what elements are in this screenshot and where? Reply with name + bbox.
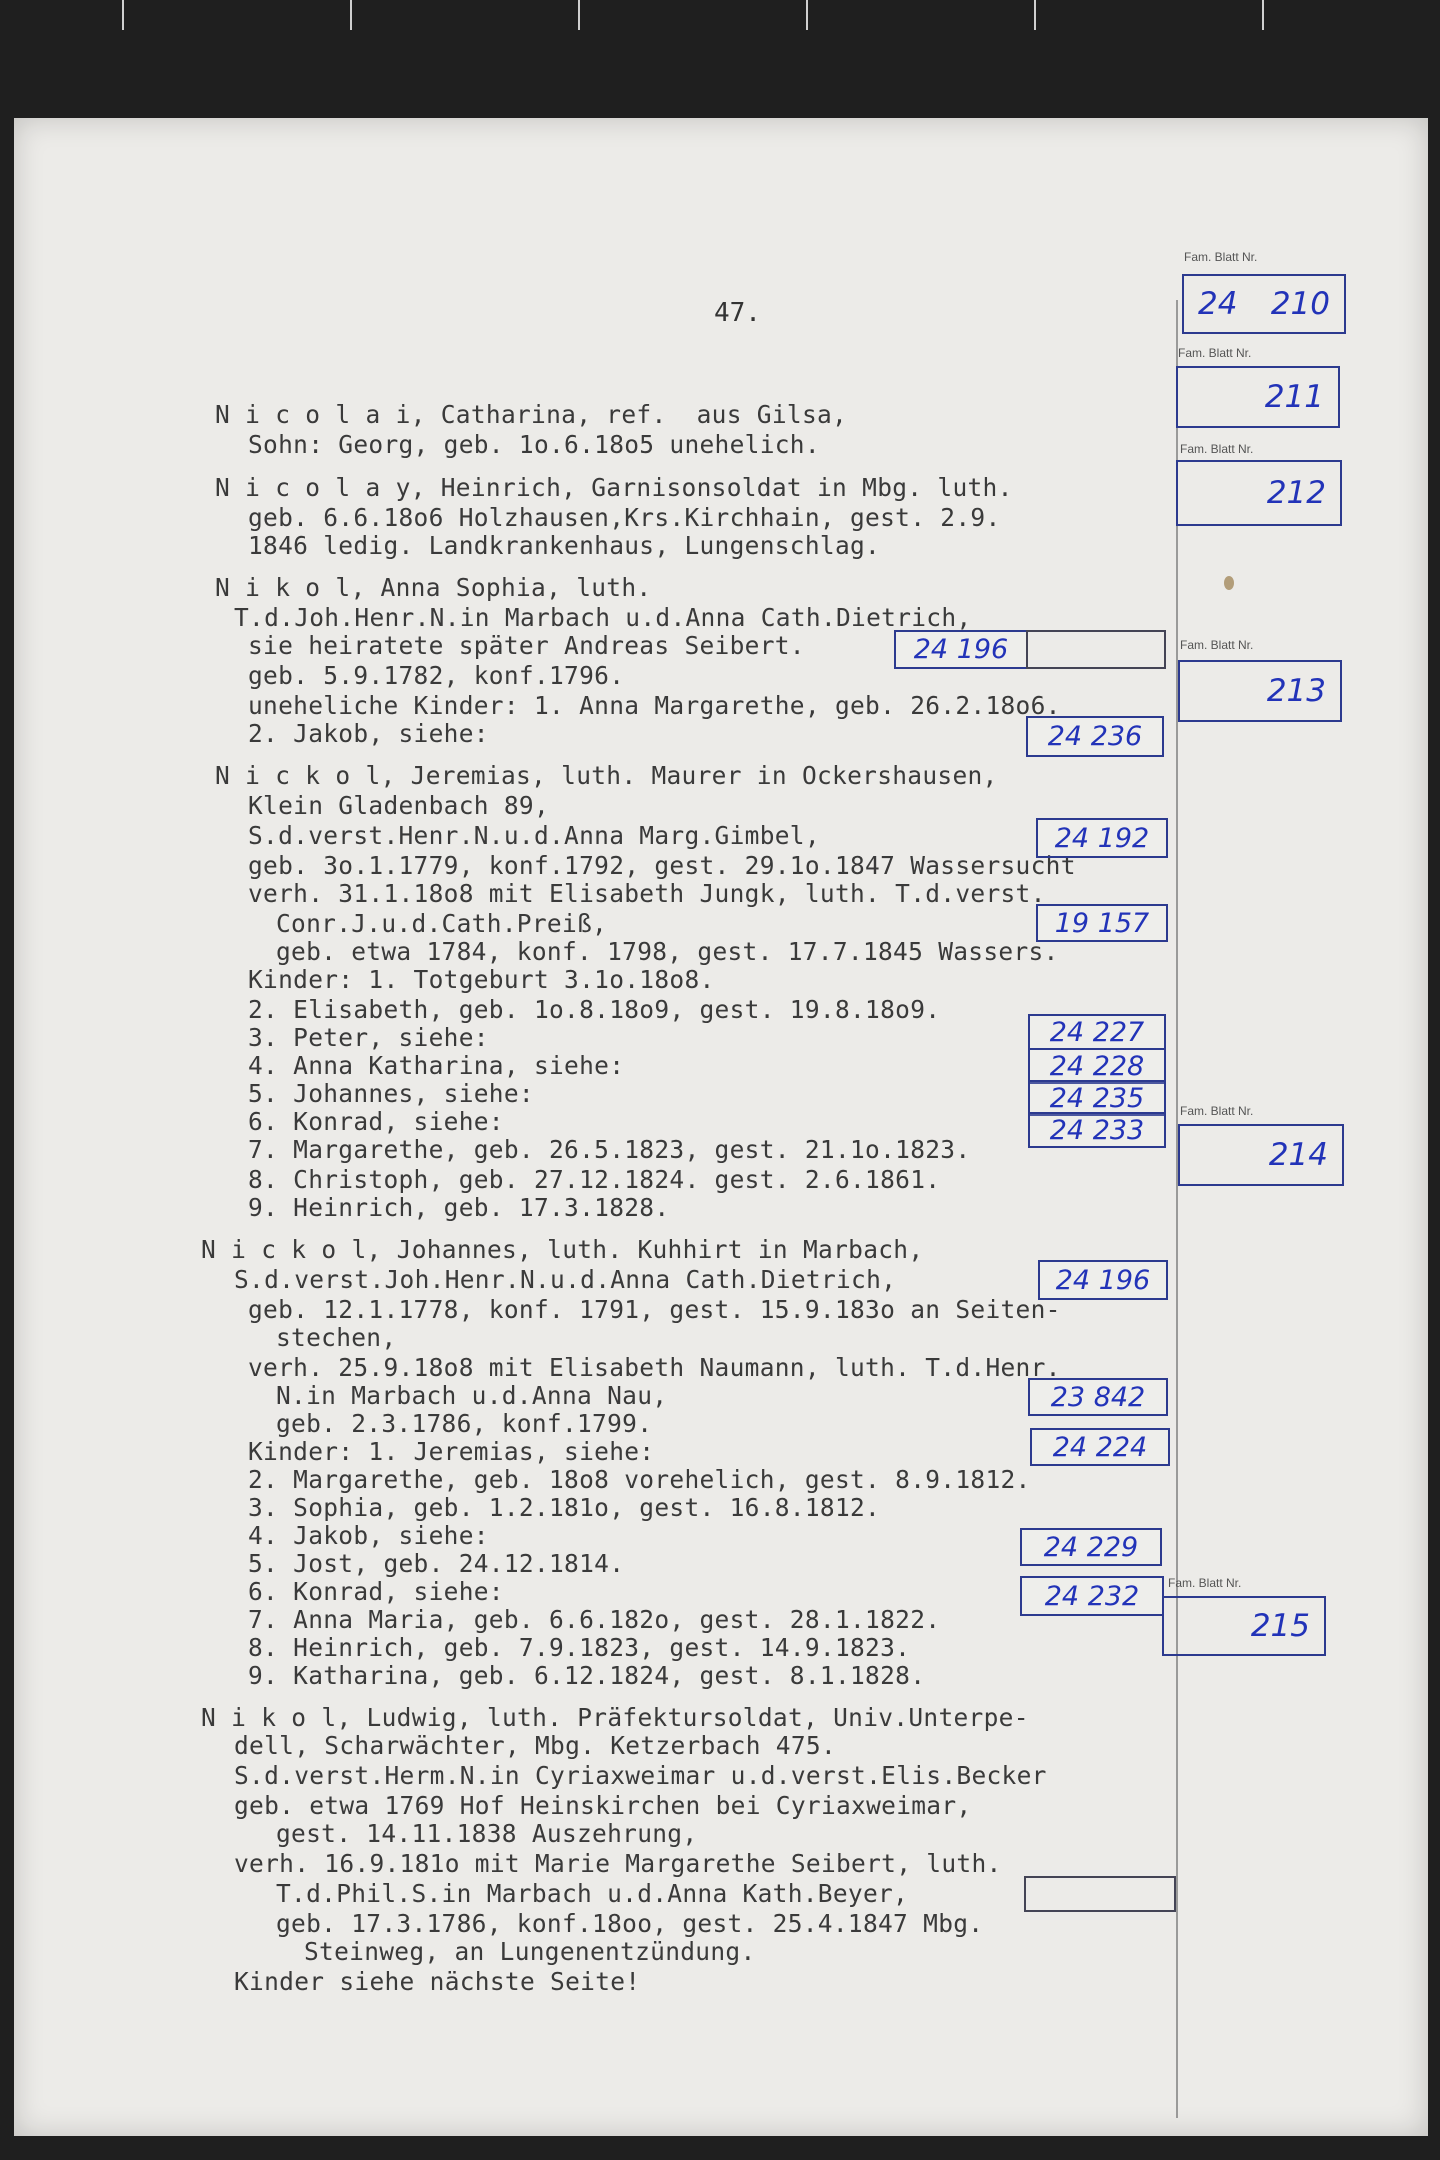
entry-line: geb. 12.1.1778, konf. 1791, gest. 15.9.183o an Seiten- xyxy=(248,1295,1061,1324)
entry-line: geb. 17.3.1786, konf.18oo, gest. 25.4.1847 Mbg. xyxy=(276,1909,984,1938)
empty-ref-box xyxy=(1024,1876,1176,1912)
family-sheet-number: 210 xyxy=(1270,286,1330,322)
family-sheet-label: Fam. Blatt Nr. xyxy=(1178,346,1252,360)
film-tick xyxy=(1262,0,1264,30)
family-sheet-label: Fam. Blatt Nr. xyxy=(1168,1576,1242,1590)
handwritten-ref-box: 24 232 xyxy=(1020,1576,1164,1616)
handwritten-ref-box: 24 235 xyxy=(1028,1080,1166,1116)
entry-line: 3. Peter, siehe: xyxy=(248,1023,489,1052)
handwritten-ref-box: 24 196 xyxy=(894,630,1028,669)
handwritten-ref-box: 24 236 xyxy=(1026,716,1164,757)
entry-heading-nickol-jeremias: N i c k o l, Jeremias, luth. Maurer in Ockershausen, xyxy=(215,761,998,790)
entry-line: geb. 2.3.1786, konf.1799. xyxy=(276,1409,653,1438)
entry-line: dell, Scharwächter, Mbg. Ketzerbach 475. xyxy=(234,1731,837,1760)
entry-heading-nikol-ludwig: N i k o l, Ludwig, luth. Präfektursoldat, Univ.Unterpe- xyxy=(201,1703,1029,1732)
family-sheet-box xyxy=(1176,366,1340,428)
entry-line: sie heiratete später Andreas Seibert. xyxy=(248,631,805,660)
family-sheet-box xyxy=(1176,460,1342,526)
entry-line: geb. 6.6.18o6 Holzhausen,Krs.Kirchhain, gest. 2.9. xyxy=(248,503,1001,532)
entry-line: Kinder: 1. Jeremias, siehe: xyxy=(248,1437,655,1466)
family-sheet-label: Fam. Blatt Nr. xyxy=(1180,1104,1254,1118)
entry-line: 6. Konrad, siehe: xyxy=(248,1577,504,1606)
entry-line: 8. Heinrich, geb. 7.9.1823, gest. 14.9.1823. xyxy=(248,1633,911,1662)
ink-stain xyxy=(1224,576,1234,590)
entry-line: Kinder siehe nächste Seite! xyxy=(234,1967,641,1996)
entry-line: geb. etwa 1784, konf. 1798, gest. 17.7.1845 Wassers. xyxy=(276,937,1059,966)
entry-line: gest. 14.11.1838 Auszehrung, xyxy=(276,1819,698,1848)
entry-line: 7. Anna Maria, geb. 6.6.182o, gest. 28.1.1822. xyxy=(248,1605,941,1634)
film-tick xyxy=(578,0,580,30)
family-sheet-box xyxy=(1178,660,1342,722)
family-sheet-box xyxy=(1178,1124,1344,1186)
empty-ref-box xyxy=(1026,630,1166,669)
handwritten-ref-box: 23 842 xyxy=(1028,1378,1168,1416)
family-sheet-number: 213 xyxy=(1266,673,1326,709)
handwritten-ref-box: 24 196 xyxy=(1038,1260,1168,1300)
family-sheet-label: Fam. Blatt Nr. xyxy=(1184,250,1258,264)
film-tick xyxy=(350,0,352,30)
entry-line: S.d.verst.Herm.N.in Cyriaxweimar u.d.verst.Elis.Becker xyxy=(234,1761,1047,1790)
family-sheet-box xyxy=(1182,274,1346,334)
family-sheet-number: 211 xyxy=(1264,379,1324,415)
handwritten-ref-box: 19 157 xyxy=(1036,904,1168,942)
page-number: 47. xyxy=(714,298,761,328)
entry-line: verh. 31.1.18o8 mit Elisabeth Jungk, luth. T.d.verst. xyxy=(248,879,1046,908)
entry-line: S.d.verst.Henr.N.u.d.Anna Marg.Gimbel, xyxy=(248,821,820,850)
entry-line: 4. Jakob, siehe: xyxy=(248,1521,489,1550)
handwritten-ref-box: 24 224 xyxy=(1030,1428,1170,1466)
entry-line: 5. Jost, geb. 24.12.1814. xyxy=(248,1549,625,1578)
family-sheet-label: Fam. Blatt Nr. xyxy=(1180,638,1254,652)
entry-line: uneheliche Kinder: 1. Anna Margarethe, geb. 26.2.18o6. xyxy=(248,691,1061,720)
entry-line: T.d.Joh.Henr.N.in Marbach u.d.Anna Cath.Dietrich, xyxy=(234,603,972,632)
entry-line: T.d.Phil.S.in Marbach u.d.Anna Kath.Beyer, xyxy=(276,1879,909,1908)
entry-line: Conr.J.u.d.Cath.Preiß, xyxy=(276,909,608,938)
entry-line: stechen, xyxy=(276,1323,397,1352)
family-sheet-prefix: 24 xyxy=(1198,286,1238,322)
family-sheet-number: 212 xyxy=(1266,475,1326,511)
handwritten-ref-box: 24 229 xyxy=(1020,1528,1162,1566)
handwritten-ref-box: 24 192 xyxy=(1036,818,1168,858)
entry-line: Kinder: 1. Totgeburt 3.1o.18o8. xyxy=(248,965,715,994)
film-tick xyxy=(122,0,124,30)
entry-line: N.in Marbach u.d.Anna Nau, xyxy=(276,1381,668,1410)
handwritten-ref-box: 24 233 xyxy=(1028,1112,1166,1148)
entry-line: geb. 3o.1.1779, konf.1792, gest. 29.1o.1847 Wassersucht xyxy=(248,851,1076,880)
entry-line: verh. 25.9.18o8 mit Elisabeth Naumann, luth. T.d.Henr. xyxy=(248,1353,1061,1382)
entry-line: 1846 ledig. Landkrankenhaus, Lungenschlag. xyxy=(248,531,881,560)
family-sheet-number: 215 xyxy=(1250,1608,1310,1644)
entry-heading-nickol-johannes: N i c k o l, Johannes, luth. Kuhhirt in Marbach, xyxy=(201,1235,924,1264)
family-sheet-number: 214 xyxy=(1268,1137,1328,1173)
handwritten-ref-box: 24 227 xyxy=(1028,1014,1166,1050)
family-sheet-box xyxy=(1162,1596,1326,1656)
entry-line: 9. Heinrich, geb. 17.3.1828. xyxy=(248,1193,670,1222)
handwritten-ref-box: 24 228 xyxy=(1028,1048,1166,1084)
film-tick xyxy=(806,0,808,30)
entry-line: 6. Konrad, siehe: xyxy=(248,1107,504,1136)
entry-line: Sohn: Georg, geb. 1o.6.18o5 unehelich. xyxy=(248,430,820,459)
entry-line: 7. Margarethe, geb. 26.5.1823, gest. 21.1o.1823. xyxy=(248,1135,971,1164)
entry-line: S.d.verst.Joh.Henr.N.u.d.Anna Cath.Dietrich, xyxy=(234,1265,897,1294)
entry-line: Klein Gladenbach 89, xyxy=(248,791,550,820)
entry-line: 3. Sophia, geb. 1.2.181o, gest. 16.8.1812. xyxy=(248,1493,881,1522)
entry-line: Steinweg, an Lungenentzündung. xyxy=(304,1937,756,1966)
entry-heading-nikol-anna-sophia: N i k o l, Anna Sophia, luth. xyxy=(215,573,652,602)
entry-line: geb. 5.9.1782, konf.1796. xyxy=(248,661,625,690)
entry-line: 9. Katharina, geb. 6.12.1824, gest. 8.1.1828. xyxy=(248,1661,926,1690)
entry-line: 8. Christoph, geb. 27.12.1824. gest. 2.6.1861. xyxy=(248,1165,941,1194)
entry-line: 2. Margarethe, geb. 18o8 vorehelich, gest. 8.9.1812. xyxy=(248,1465,1031,1494)
entry-heading-nicolai: N i c o l a i, Catharina, ref. aus Gilsa, xyxy=(215,400,848,429)
entry-line: 2. Elisabeth, geb. 1o.8.18o9, gest. 19.8.18o9. xyxy=(248,995,941,1024)
family-sheet-label: Fam. Blatt Nr. xyxy=(1180,442,1254,456)
entry-line: 5. Johannes, siehe: xyxy=(248,1079,534,1108)
entry-heading-nicolay: N i c o l a y, Heinrich, Garnisonsoldat in Mbg. luth. xyxy=(215,473,1013,502)
margin-rule xyxy=(1176,300,1178,2118)
entry-line: verh. 16.9.181o mit Marie Margarethe Seibert, luth. xyxy=(234,1849,1002,1878)
entry-line: 2. Jakob, siehe: xyxy=(248,719,489,748)
entry-line: 4. Anna Katharina, siehe: xyxy=(248,1051,625,1080)
document-page xyxy=(14,118,1428,2136)
film-tick xyxy=(1034,0,1036,30)
entry-line: geb. etwa 1769 Hof Heinskirchen bei Cyriaxweimar, xyxy=(234,1791,972,1820)
